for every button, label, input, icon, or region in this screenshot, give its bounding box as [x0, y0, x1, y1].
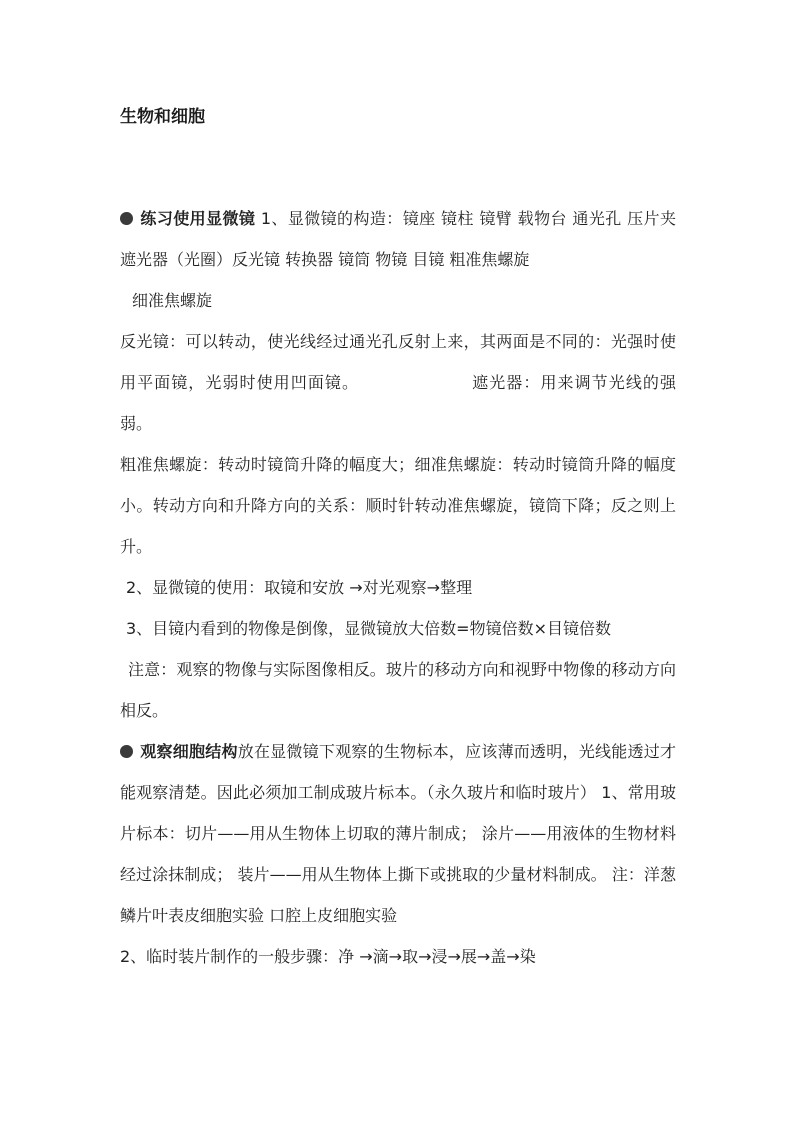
cell-structure-text: 放在显微镜下观察的生物标本，应该薄而透明，光线能透过才能观察清楚。因此必须加工制成玻片标本。（永久玻片和临时玻片） 1、常用玻片标本：切片——用从生物体上切取的薄片制成； 涂片——用液体的生物材料经过涂抹制成； 装片——用从生物体上撕下或挑取的少量材料制成。 注：洋葱鳞片叶表皮细胞实验 口腔上皮细胞实验	[120, 742, 676, 925]
paragraph-slide-steps: 2、临时装片制作的一般步骤：净 →滴→取→浸→展→盖→染	[120, 947, 536, 966]
paragraph-microscope-structure	[120, 198, 676, 280]
paragraph-microscope-usage: 2、显微镜的使用：取镜和安放 →对光观察→整理	[126, 578, 473, 597]
bullet-icon	[120, 212, 133, 225]
diaphragm-text: 遮光器：用来调节光线的强弱。	[120, 373, 676, 433]
document-page	[120, 104, 676, 977]
paragraph-note	[120, 649, 676, 731]
paragraph-focus-knobs: 粗准焦螺旋：转动时镜筒升降的幅度大；细准焦螺旋：转动时镜筒升降的幅度小。转动方向和升降方向的关系：顺时针转动准焦螺旋，镜筒下降；反之则上升。	[120, 455, 676, 556]
paragraph-mirror	[120, 321, 676, 444]
microscope-structure-text: 1、显微镜的构造：镜座 镜柱 镜臂 载物台 通光孔 压片夹 遮光器（光圈）反光镜 转换器 镜筒 物镜 目镜 粗准焦螺旋	[120, 209, 676, 269]
document-title: 生物和细胞	[120, 107, 205, 127]
mirror-text: 反光镜：可以转动，使光线经过通光孔反射上来，其两面是不同的：光强时使用平面镜，光弱时使用凹面镜。	[120, 332, 676, 392]
paragraph-magnification: 3、目镜内看到的物像是倒像，显微镜放大倍数=物镜倍数×目镜倍数	[126, 619, 611, 638]
heading-microscope: 显微镜	[206, 209, 256, 228]
bullet-icon	[120, 745, 133, 758]
paragraph-fine-focus: 细准焦螺旋	[132, 291, 213, 310]
document-body	[120, 198, 676, 977]
heading-cell-structure: 观察细胞结构	[140, 742, 238, 761]
note-text: 注意：观察的物像与实际图像相反。玻片的移动方向和视野中物像的移动方向相反。	[120, 660, 676, 720]
paragraph-cell-structure	[120, 731, 676, 936]
heading-practice: 练习使用	[140, 209, 207, 228]
